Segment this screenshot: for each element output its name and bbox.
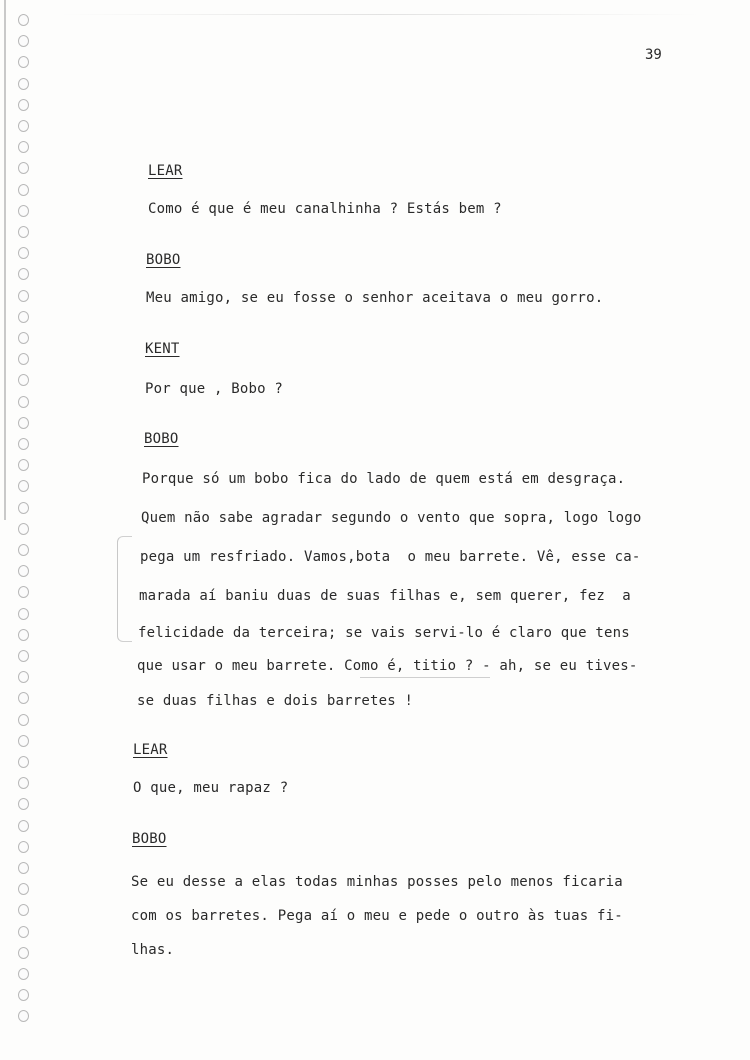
punch-hole	[18, 523, 29, 535]
punch-hole	[18, 332, 29, 344]
dialogue-line: com os barretes. Pega aí o meu e pede o outro às tuas fi-	[131, 908, 623, 924]
dialogue-line: felicidade da terceira; se vais servi-lo é claro que tens	[138, 625, 630, 641]
punch-hole	[18, 162, 29, 174]
dialogue-line: Por que , Bobo ?	[145, 381, 284, 397]
dialogue-line: se duas filhas e dois barretes !	[137, 693, 414, 709]
punch-hole	[18, 798, 29, 810]
pencil-margin-mark	[117, 536, 132, 642]
punch-hole	[18, 650, 29, 662]
dialogue-line: Meu amigo, se eu fosse o senhor aceitava o meu gorro.	[146, 290, 604, 306]
punch-hole	[18, 247, 29, 259]
punch-hole	[18, 396, 29, 408]
punch-hole	[18, 608, 29, 620]
punch-hole	[18, 692, 29, 704]
punched-holes	[18, 14, 38, 1044]
punch-hole	[18, 968, 29, 980]
punch-hole	[18, 374, 29, 386]
punch-hole	[18, 184, 29, 196]
punch-hole	[18, 671, 29, 683]
punch-hole	[18, 841, 29, 853]
punch-hole	[18, 417, 29, 429]
punch-hole	[18, 904, 29, 916]
dialogue-line: Quem não sabe agradar segundo o vento que sopra, logo logo	[141, 510, 642, 526]
punch-hole	[18, 735, 29, 747]
pencil-underline-mark	[360, 677, 490, 678]
punch-hole	[18, 120, 29, 132]
punch-hole	[18, 268, 29, 280]
punch-hole	[18, 205, 29, 217]
punch-hole	[18, 290, 29, 302]
punch-hole	[18, 926, 29, 938]
punch-hole	[18, 502, 29, 514]
punch-hole	[18, 35, 29, 47]
punch-hole	[18, 714, 29, 726]
punch-hole	[18, 14, 29, 26]
speaker-name: BOBO	[132, 831, 167, 847]
scan-smudge	[60, 14, 700, 15]
punch-hole	[18, 99, 29, 111]
punch-hole	[18, 586, 29, 598]
punch-hole	[18, 544, 29, 556]
punch-hole	[18, 459, 29, 471]
punch-hole	[18, 989, 29, 1001]
punch-hole	[18, 629, 29, 641]
dialogue-line: que usar o meu barrete. Como é, titio ? - ah, se eu tives-	[137, 658, 638, 674]
punch-hole	[18, 777, 29, 789]
punch-hole	[18, 883, 29, 895]
binding-edge	[4, 0, 6, 520]
speaker-name: LEAR	[148, 163, 183, 179]
dialogue-line: marada aí baniu duas de suas filhas e, sem querer, fez a	[139, 588, 631, 604]
punch-hole	[18, 1010, 29, 1022]
dialogue-line: pega um resfriado. Vamos,bota o meu barrete. Vê, esse ca-	[140, 549, 641, 565]
dialogue-line: Se eu desse a elas todas minhas posses pelo menos ficaria	[131, 874, 623, 890]
punch-hole	[18, 353, 29, 365]
dialogue-line: O que, meu rapaz ?	[133, 780, 289, 796]
speaker-name: LEAR	[133, 742, 168, 758]
punch-hole	[18, 565, 29, 577]
page-number: 39	[645, 47, 662, 63]
punch-hole	[18, 756, 29, 768]
dialogue-line: Porque só um bobo fica do lado de quem está em desgraça.	[142, 471, 626, 487]
punch-hole	[18, 947, 29, 959]
punch-hole	[18, 226, 29, 238]
punch-hole	[18, 311, 29, 323]
speaker-name: BOBO	[144, 431, 179, 447]
punch-hole	[18, 56, 29, 68]
dialogue-line: Como é que é meu canalhinha ? Estás bem ?	[148, 201, 502, 217]
speaker-name: BOBO	[146, 252, 181, 268]
punch-hole	[18, 820, 29, 832]
punch-hole	[18, 438, 29, 450]
dialogue-line: lhas.	[131, 942, 175, 958]
punch-hole	[18, 862, 29, 874]
punch-hole	[18, 78, 29, 90]
punch-hole	[18, 141, 29, 153]
punch-hole	[18, 480, 29, 492]
speaker-name: KENT	[145, 341, 180, 357]
